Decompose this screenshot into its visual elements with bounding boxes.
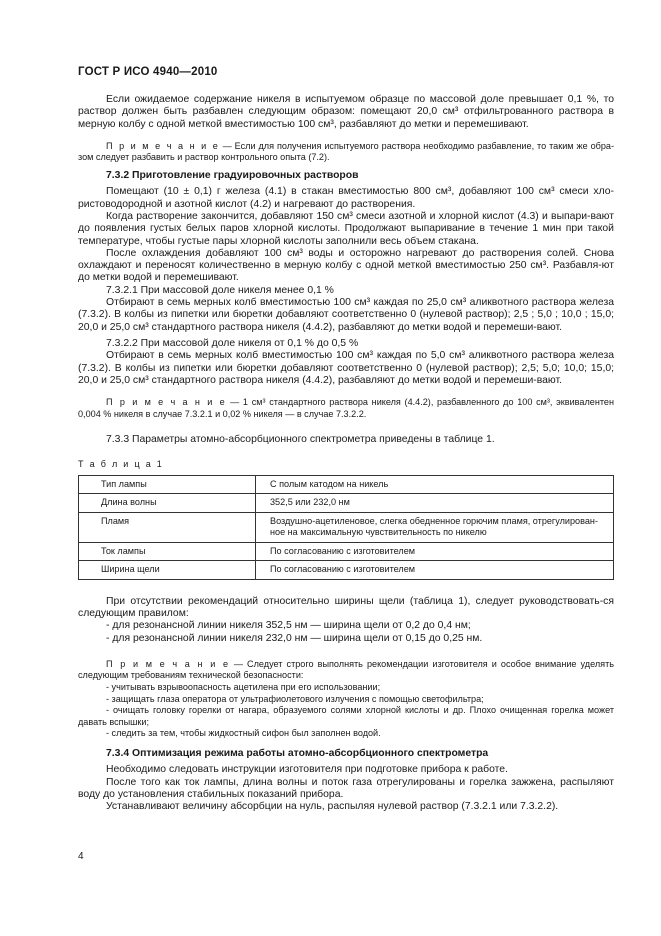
section-7-3-2-1-text: Отбирают в семь мерных колб вместимостью 100 см³ каждая по 25,0 см³ аликвотного раствора железа (7.3.2). В колбы из пипетки или бюретки добавляют соответственно 0 (нулевой раствор); 2,5 ; 5,0 ; 10,0 ; 15,0; 20,0 и 25,0 см³ стандартного раствора никеля (4.4.2), разбавляют до метки водой и перемеши-вают. (78, 297, 614, 333)
note-3-item: - следить за тем, чтобы жидкостный сифон был заполнен водой. (106, 728, 381, 739)
note-1 (78, 141, 614, 164)
after-table-paragraph: При отсутствии рекомендаций относительно ширины щели (таблица 1), следует руководствовать-ся следующим правилом: (78, 595, 614, 619)
table-row (79, 512, 614, 542)
note-3-item: - учитывать взрывоопасность ацетилена при его использовании; (106, 681, 381, 692)
table-cell-param: Пламя (79, 512, 256, 542)
note-label: П р и м е ч а н и е (106, 658, 230, 669)
slit-rule-2: - для резонансной линии никеля 232,0 нм — ширина щели от 0,15 до 0,25 нм. (106, 632, 483, 644)
table-cell-param: Тип лампы (79, 475, 256, 494)
section-7-3-2-2-title: 7.3.2.2 При массовой доле никеля от 0,1 % до 0,5 % (106, 337, 359, 349)
document-body (78, 94, 614, 813)
section-7-3-2-2-text: Отбирают в семь мерных колб вместимостью 100 см³ каждая по 5,0 см³ аликвотного раствора железа (7.3.2). В колбы из пипетки или бюретки добавляют соответственно 0 (нулевой раствор); 2,5; 5,0; 10,0; 15,0; 20,0 и 25,0 см³ стандартного раствора никеля (4.4.2), разбавляют до метки водой и перемеши-вают. (78, 350, 614, 386)
note-3-item: - защищать глаза оператора от ультрафиолетового излучения с помощью светофильтра; (106, 693, 484, 704)
section-7-3-2-para-1: Помещают (10 ± 0,1) г железа (4.1) в стакан вместимостью 800 см³, добавляют 100 см³ смеси хло-ристоводородной и азотной кислот (4.2) и нагревают до растворения. (78, 186, 614, 210)
note-2 (78, 397, 614, 420)
note-3-text: — Следует строго выполнять рекомендации изготовителя и особое внимание уделять следующим требованиям технической безопасности: (78, 658, 614, 681)
note-label: П р и м е ч а н и е (106, 397, 227, 408)
table-cell-param: Ток лампы (79, 542, 256, 561)
section-7-3-3: 7.3.3 Параметры атомно-абсорбционного спектрометра приведены в таблице 1. (106, 434, 495, 446)
table-cell-value: Воздушно-ацетиленовое, слегка обедненное горючим пламя, отрегулирован-ное на максимальную чувствительность по никелю (256, 512, 614, 542)
table-row (79, 494, 614, 513)
section-7-3-2-title: 7.3.2 Приготовление градуировочных растворов (106, 170, 359, 182)
section-7-3-2-1-title: 7.3.2.1 При массовой доле никеля менее 0,1 % (106, 284, 334, 296)
section-7-3-4-para-2: После того как ток лампы, длина волны и поток газа отрегулированы и горелка зажжена, распыляют воду до установления стабильных показаний прибора. (78, 776, 614, 800)
section-7-3-4-para-1: Необходимо следовать инструкции изготовителя при подготовке прибора к работе. (106, 764, 508, 776)
section-7-3-2-para-2: Когда растворение закончится, добавляют 150 см³ смеси азотной и хлорной кислот (4.3) и выпари-вают до появления густых белых паров хлорной кислоты. Продолжают выпаривание в течение 1 мин при такой температуре, чтобы густые пары хлорной кислоты заполнили весь объем стакана. (78, 210, 614, 247)
section-7-3-4-title: 7.3.4 Оптимизация режима работы атомно-абсорбционного спектрометра (106, 747, 489, 759)
table-cell-value: 352,5 или 232,0 нм (256, 494, 614, 513)
note-2-text: — 1 см³ стандартного раствора никеля (4.4.2), разбавленного до 100 см³, эквивалентен 0,004 % никеля в случае 7.3.2.1 и 0,02 % никеля — в случае 7.3.2.2. (78, 397, 614, 419)
standard-header: ГОСТ Р ИСО 4940—2010 (78, 66, 218, 78)
table-row (79, 561, 614, 580)
table-caption: Т а б л и ц а 1 (78, 458, 164, 469)
table-cell-value: По согласованию с изготовителем (256, 561, 614, 580)
table-cell-value: По согласованию с изготовителем (256, 542, 614, 561)
table-row (79, 542, 614, 561)
table-cell-value: С полым катодом на никель (256, 475, 614, 494)
page-number: 4 (78, 851, 84, 862)
intro-paragraph: Если ожидаемое содержание никеля в испытуемом образце по массовой доле превышает 0,1 %, то раствор должен быть разбавлен следующим образом: помещают 20,0 см³ отфильтрованного раствора в мерную колбу с одной меткой вместимостью 100 см³, разбавляют до метки и перемешивают. (78, 94, 614, 130)
note-label: П р и м е ч а н и е (106, 140, 220, 151)
table-cell-param: Длина волны (79, 494, 256, 513)
parameters-table (78, 475, 614, 580)
note-3-item: - очищать головку горелки от нагара, образуемого солями хлорной кислоты и др. Плохо очищенная горелка может давать вспышки; (78, 705, 614, 727)
table-row (79, 475, 614, 494)
slit-rule-1: - для резонансной линии никеля 352,5 нм — ширина щели от 0,2 до 0,4 нм; (106, 620, 471, 632)
note-1-text: — Если для получения испытуемого раствора необходимо разбавление, то таким же обра-зом следует разбавить и раствор контрольного опыта (7.2). (78, 140, 614, 163)
table-cell-param: Ширина щели (79, 561, 256, 580)
section-7-3-4-para-3: Устанавливают величину абсорбции на нуль, распыляя нулевой раствор (7.3.2.1 или 7.3.2.2). (106, 801, 559, 813)
note-3 (78, 659, 614, 682)
section-7-3-2-para-3: После охлаждения добавляют 100 см³ воды и осторожно нагревают до растворения солей. Снова охлаждают и переносят количественно в мерную колбу с одной меткой вместимостью 250 см³. Разбавля-ют до метки водой и перемешивают. (78, 247, 614, 284)
